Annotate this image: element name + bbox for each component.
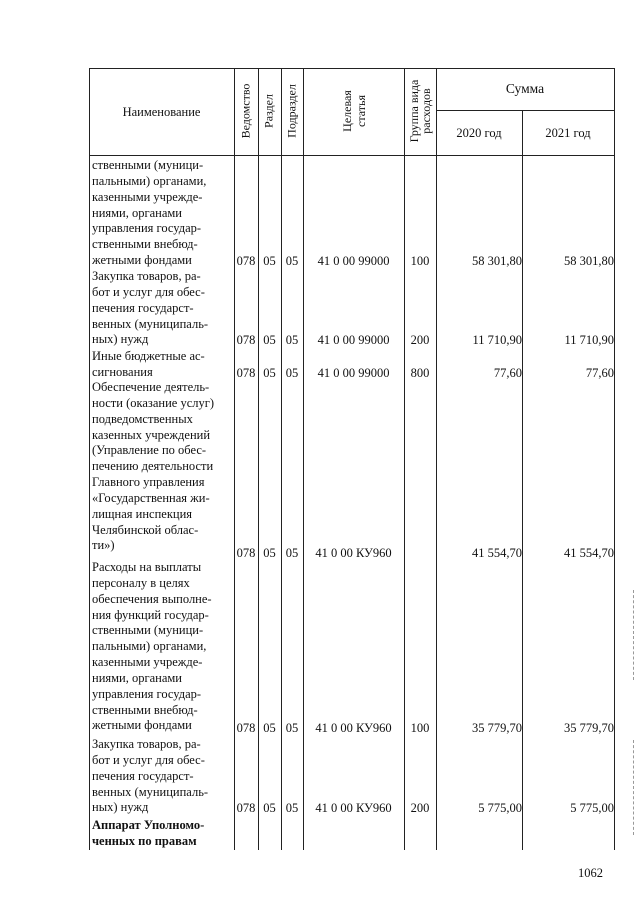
- row-5-name: Закупка товаров, ра- бот и услуг для обес- печения государст- венных (муниципаль- ных) нужд: [92, 737, 209, 815]
- row-2-section: 05: [263, 366, 276, 380]
- row-2-dept: 078: [236, 366, 256, 380]
- row-4-name: Расходы на выплаты персоналу в целях обеспечения выполне- ния функций государ- ственными (муници- пальными) органами, казенными учрежде- ниями, органами управления государ- ственными внебюд- жетными фондами: [92, 560, 212, 733]
- row-4-subsection: 05: [285, 721, 299, 735]
- col-rule-right: [614, 68, 615, 850]
- row-0-year1: 58 301,80: [472, 254, 522, 268]
- col-rule-left: [89, 68, 90, 850]
- row-5-group: 200: [410, 801, 430, 815]
- row-2-name: Иные бюджетные ас- сигнования: [92, 349, 205, 379]
- row-5-year2: 5 775,00: [570, 801, 614, 815]
- scan-margin-mark-lower: [633, 740, 634, 835]
- row-1-year2: 11 710,90: [564, 333, 614, 347]
- row-5-section: 05: [263, 801, 276, 815]
- row-6-name: Аппарат Уполномо- ченных по правам: [92, 818, 205, 848]
- header-group-line1: Группа вида: [407, 79, 421, 143]
- row-4-dept: 078: [236, 721, 256, 735]
- row-2-target: 41 0 00 99000: [317, 366, 390, 380]
- page-number: 1062: [578, 866, 603, 880]
- header-name: Наименование: [122, 105, 201, 119]
- row-1-dept: 078: [236, 333, 256, 347]
- header-group-line2: расходов: [419, 88, 433, 134]
- header-section: Раздел: [261, 94, 276, 128]
- row-0-year2: 58 301,80: [564, 254, 614, 268]
- row-1-section: 05: [263, 333, 276, 347]
- row-3-dept: 078: [236, 546, 256, 560]
- row-1-subsection: 05: [285, 333, 299, 347]
- header-target-line1: Целевая: [340, 90, 354, 132]
- row-3-year1: 41 554,70: [472, 546, 522, 560]
- row-3-section: 05: [263, 546, 276, 560]
- header-sum: Сумма: [505, 81, 545, 96]
- row-2-group: 800: [410, 366, 430, 380]
- row-5-subsection: 05: [285, 801, 299, 815]
- col-rule-year2: [522, 110, 523, 850]
- row-4-target: 41 0 00 КУ960: [315, 721, 392, 735]
- header-dept: Ведомство: [238, 83, 253, 139]
- row-1-name: Закупка товаров, ра- бот и услуг для обес- печения государст- венных (муниципаль- ных) нужд: [92, 269, 209, 347]
- header-subsection: Подраздел: [284, 84, 299, 138]
- header-year1: 2020 год: [456, 126, 502, 140]
- row-0-subsection: 05: [285, 254, 299, 268]
- row-1-target: 41 0 00 99000: [317, 333, 390, 347]
- row-0-group: 100: [410, 254, 430, 268]
- scan-margin-mark: [633, 590, 634, 680]
- row-3-target: 41 0 00 КУ960: [315, 546, 392, 560]
- row-0-section: 05: [263, 254, 276, 268]
- header-target: [340, 90, 368, 132]
- header-group: [408, 80, 432, 143]
- row-3-subsection: 05: [285, 546, 299, 560]
- row-3-year2: 41 554,70: [564, 546, 614, 560]
- row-4-group: 100: [410, 721, 430, 735]
- row-1-group: 200: [410, 333, 430, 347]
- row-5-target: 41 0 00 КУ960: [315, 801, 392, 815]
- row-0-name: ственными (муници- пальными) органами, казенными учрежде- ниями, органами управления государ- ственными внебюд- жетными фондами: [92, 158, 207, 268]
- row-3-name: Обеспечение деятель- ности (оказание услуг) подведомственных казенных учреждений (Управление по обес- печению деятельности Главного управления «Государственная жи- лищная инспекция Челябинской облас- ти»): [92, 380, 215, 553]
- sum-header-divider: [436, 110, 614, 111]
- row-4-year1: 35 779,70: [472, 721, 522, 735]
- row-5-dept: 078: [236, 801, 256, 815]
- header-target-line2: статья: [354, 95, 368, 127]
- row-4-section: 05: [263, 721, 276, 735]
- row-2-year1: 77,60: [493, 366, 522, 380]
- row-1-year1: 11 710,90: [472, 333, 522, 347]
- row-2-year2: 77,60: [585, 366, 614, 380]
- header-year2: 2021 год: [545, 126, 591, 140]
- row-5-year1: 5 775,00: [478, 801, 522, 815]
- row-2-subsection: 05: [285, 366, 299, 380]
- row-0-target: 41 0 00 99000: [317, 254, 390, 268]
- row-0-dept: 078: [236, 254, 256, 268]
- header-bottom-border: [89, 155, 614, 156]
- table-top-border: [89, 68, 614, 69]
- row-4-year2: 35 779,70: [564, 721, 614, 735]
